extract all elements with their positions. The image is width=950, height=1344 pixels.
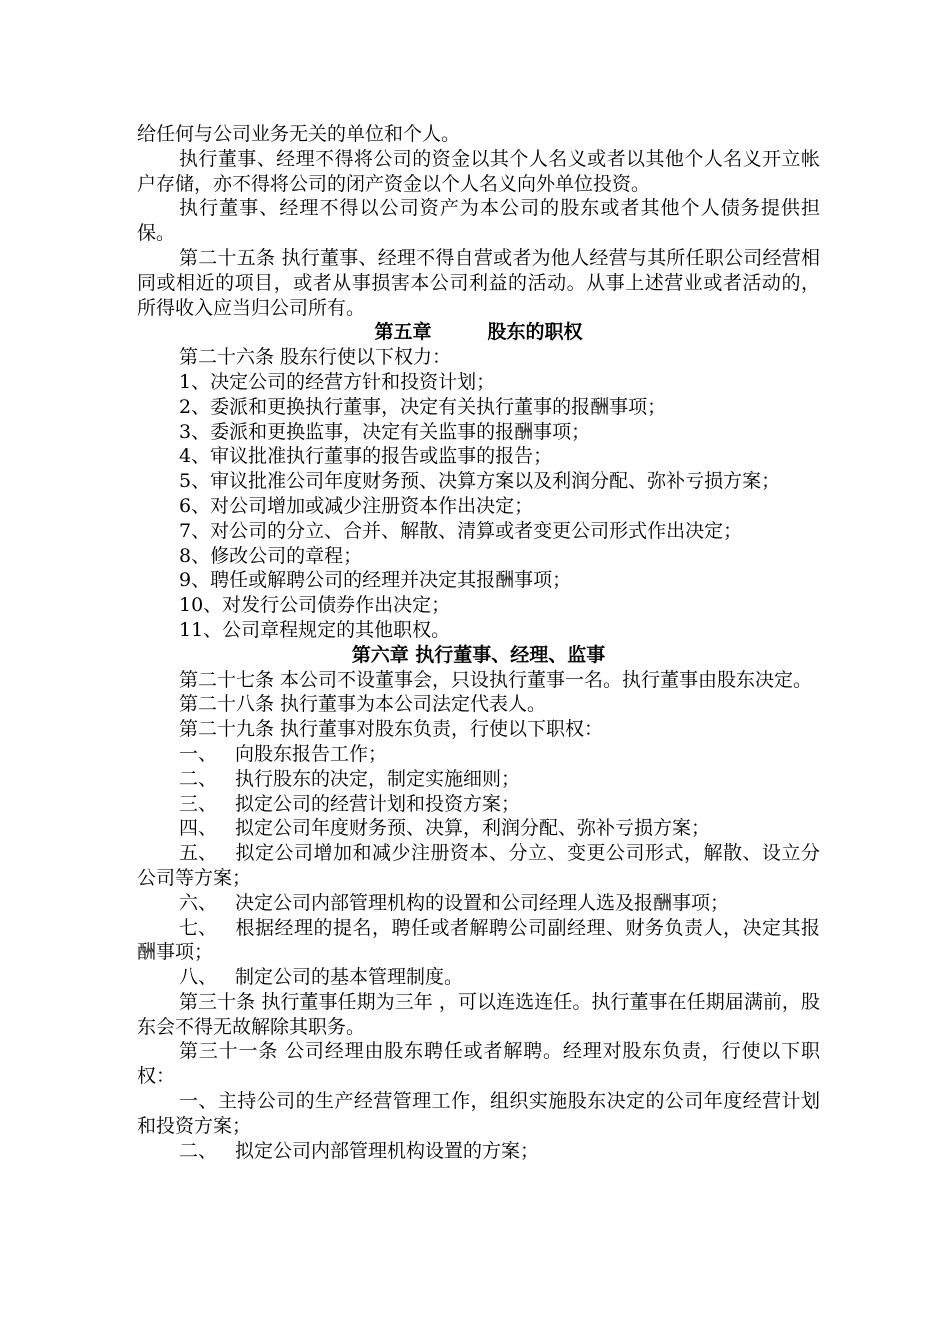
article-27: 第二十七条 本公司不设董事会，只设执行董事一名。执行董事由股东决定。	[179, 668, 813, 691]
paragraph: 给任何与公司业务无关的单位和个人。	[137, 123, 461, 145]
paragraph: 执行董事、经理不得将公司的资金以其个人名义或者以其他个人名义开立帐户存储，亦不得将公司的闭产资金以个人名义向外单位投资。	[137, 147, 820, 195]
list-item: 7、对公司的分立、合并、解散、清算或者变更公司形式作出决定；	[179, 519, 743, 542]
chapter-5-number: 第五章	[374, 321, 432, 344]
chapter-5-heading	[137, 320, 820, 345]
list-item: 6、对公司增加或减少注册资本作出决定；	[179, 494, 534, 517]
list-item	[137, 742, 820, 767]
article-28: 第二十八条 执行董事为本公司法定代表人。	[179, 693, 547, 716]
article-29: 第二十九条 执行董事对股东负责，行使以下职权：	[179, 718, 604, 741]
chapter-5-title: 股东的职权	[487, 321, 583, 344]
list-item	[137, 841, 820, 891]
list-item: 2、委派和更换执行董事，决定有关执行董事的报酬事项；	[179, 395, 667, 418]
list-item: 10、对发行公司债券作出决定；	[179, 594, 451, 617]
list-item-number: 八、	[179, 966, 218, 989]
list-item: 1、决定公司的经营方针和投资计划；	[179, 370, 496, 393]
article-30: 第三十条 执行董事任期为三年 ，可以连选连任。执行董事在任期届满前，股东会不得无故解除其职务。	[137, 990, 820, 1038]
list-item	[137, 891, 820, 916]
list-item	[137, 816, 820, 841]
article-31: 第三十一条 公司经理由股东聘任或者解聘。经理对股东负责，行使以下职权：	[137, 1040, 820, 1088]
list-item: 5、审议批准公司年度财务预、决算方案以及利润分配、弥补亏损方案；	[179, 470, 781, 493]
list-item-number: 二、	[179, 767, 218, 790]
list-item-text: 拟定公司内部管理机构设置的方案；	[235, 1139, 540, 1162]
list-item	[137, 965, 820, 990]
list-item: 3、委派和更换监事，决定有关监事的报酬事项；	[179, 420, 591, 443]
list-item	[137, 1139, 820, 1164]
list-item-text: 制定公司的基本管理制度。	[235, 966, 464, 989]
list-item	[137, 792, 820, 817]
list-item-text: 拟定公司增加和减少注册资本、分立、变更公司形式，解散、设立分公司等方案；	[137, 842, 820, 889]
list-item-text: 拟定公司的经营计划和投资方案；	[235, 792, 521, 815]
list-item-number: 六、	[179, 891, 218, 914]
list-item: 11、公司章程规定的其他职权。	[179, 618, 451, 641]
article-26: 第二十六条 股东行使以下权力：	[179, 346, 452, 369]
list-item-text: 决定公司内部管理机构的设置和公司经理人选及报酬事项；	[235, 891, 730, 914]
list-item-text: 根据经理的提名，聘任或者解聘公司副经理、财务负责人，决定其报酬事项；	[137, 916, 820, 964]
list-item-text: 拟定公司年度财务预、决算，利润分配、弥补亏损方案；	[235, 817, 711, 840]
list-item: 9、聘任或解聘公司的经理并决定其报酬事项；	[179, 569, 572, 592]
list-item	[137, 916, 820, 966]
list-item-number: 四、	[179, 817, 218, 840]
list-item-text: 向股东报告工作；	[235, 742, 388, 765]
paragraph: 执行董事、经理不得以公司资产为本公司的股东或者其他个人债务提供担保。	[137, 197, 820, 245]
chapter-6-heading: 第六章 执行董事、经理、监事	[351, 643, 606, 666]
list-item-number: 一、	[179, 742, 218, 765]
list-item-number: 二、	[179, 1139, 218, 1162]
list-item-text: 执行股东的决定，制定实施细则；	[235, 767, 521, 790]
list-item: 8、修改公司的章程；	[179, 544, 363, 567]
article-25: 第二十五条 执行董事、经理不得自营或者为他人经营与其所任职公司经营相同或相近的项目，或者从事损害本公司利益的活动。从事上述营业或者活动的，所得收入应当归公司所有。	[137, 246, 820, 319]
list-item-number: 三、	[179, 792, 218, 815]
list-item: 4、审议批准执行董事的报告或监事的报告；	[179, 445, 553, 468]
list-item-number: 七、	[179, 916, 218, 939]
list-item: 一、主持公司的生产经营管理工作，组织实施股东决定的公司年度经营计划和投资方案；	[137, 1090, 820, 1137]
list-item	[137, 767, 820, 792]
list-item-number: 五、	[179, 842, 218, 865]
